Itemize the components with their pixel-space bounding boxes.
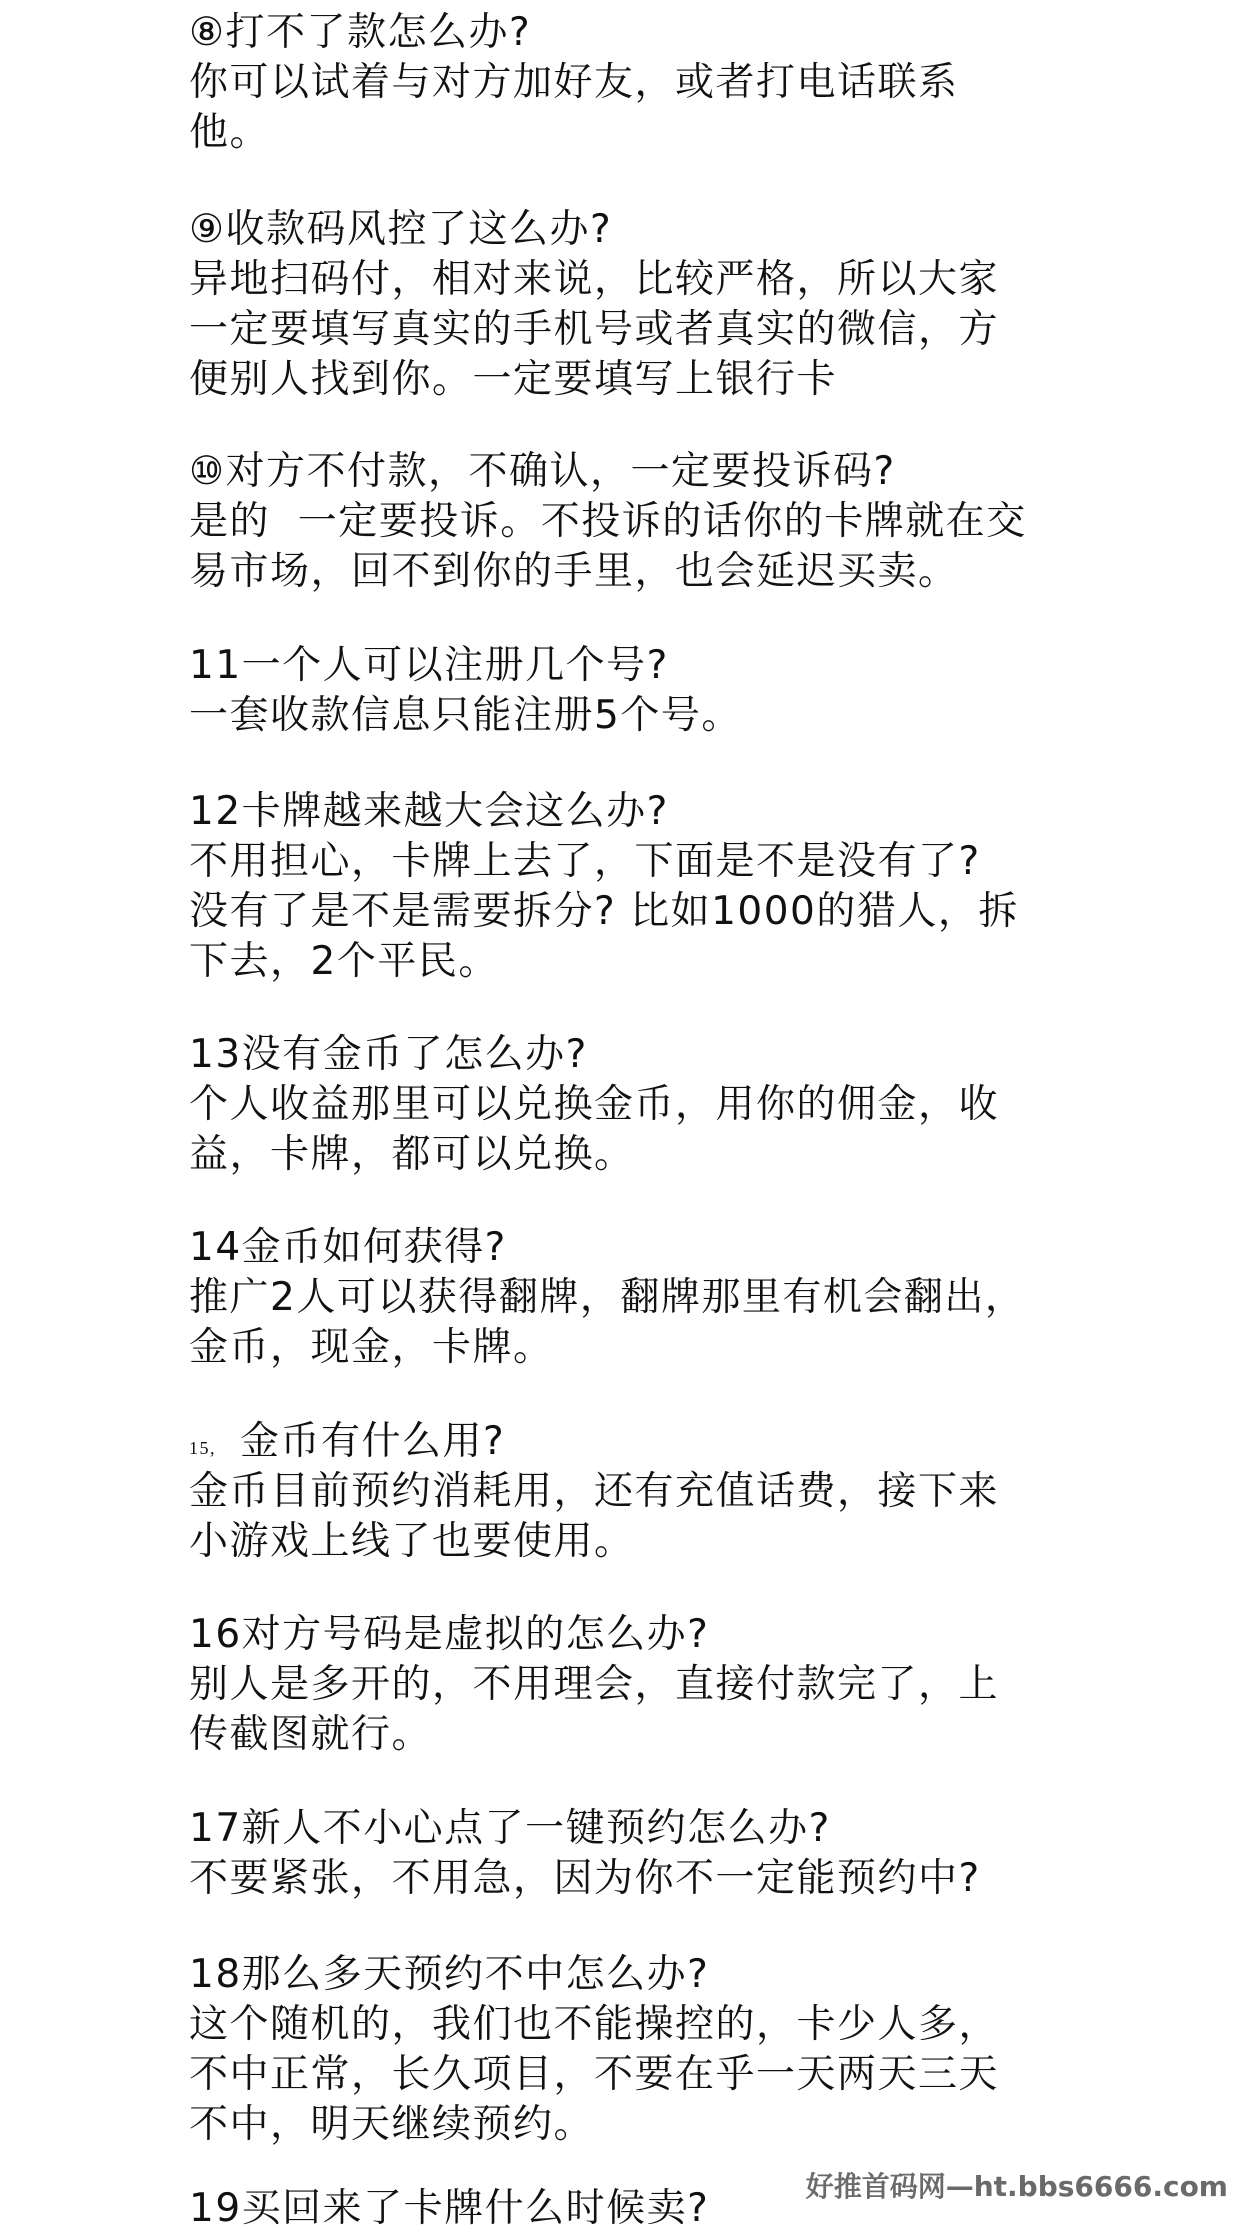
question-text: 16对方号码是虚拟的怎么办? — [189, 1612, 710, 1657]
faq-item — [189, 447, 1069, 597]
answer-line: 传截图就行。 — [189, 1712, 433, 1757]
answer-line: 这个随机的，我们也不能操控的，卡少人多， — [189, 2002, 1000, 2047]
question-text: ⑨收款码风控了这么办? — [189, 207, 613, 252]
faq-item — [189, 1030, 1069, 1180]
answer-line: 不中正常，长久项目，不要在乎一天两天三天 — [189, 2052, 1000, 2097]
faq-item — [189, 1223, 1069, 1373]
question-line — [189, 1417, 1069, 1467]
faq-item — [189, 787, 1069, 987]
answer-line: 没有了是不是需要拆分? 比如1000的猎人，拆 — [189, 889, 1019, 934]
faq-item — [189, 641, 1069, 741]
answer-line: 易市场，回不到你的手里，也会延迟买卖。 — [189, 549, 959, 594]
question-text: 17新人不小心点了一键预约怎么办? — [189, 1806, 831, 1851]
answer-line: 金币目前预约消耗用，还有充值话费，接下来 — [189, 1469, 1000, 1514]
cut-off-question: 19买回来了卡牌什么时候卖? — [189, 2186, 710, 2231]
answer-line: 别人是多开的，不用理会，直接付款完了，上 — [189, 1662, 1000, 1707]
answer-line: 推广2人可以获得翻牌，翻牌那里有机会翻出， — [189, 1275, 1026, 1320]
answer-line: 不中，明天继续预约。 — [189, 2102, 595, 2147]
answer-line: 个人收益那里可以兑换金币，用你的佣金，收 — [189, 1082, 1000, 1127]
question-text: 12卡牌越来越大会这么办? — [189, 789, 669, 834]
answer-line: 是的 一定要投诉。不投诉的话你的卡牌就在交 — [189, 499, 1027, 544]
answer-line: 便别人找到你。一定要填写上银行卡 — [189, 357, 838, 402]
faq-item — [189, 1804, 1069, 1904]
faq-item — [189, 1417, 1069, 1567]
faq-item — [189, 8, 1069, 158]
question-text: 13没有金币了怎么办? — [189, 1032, 588, 1077]
faq-item — [189, 1950, 1069, 2150]
answer-line: 异地扫码付，相对来说，比较严格，所以大家 — [189, 257, 1000, 302]
answer-line: 不用担心，卡牌上去了，下面是不是没有了? — [189, 839, 981, 884]
question-number: 15, — [189, 1438, 216, 1458]
question-text: ⑧打不了款怎么办? — [189, 10, 532, 55]
answer-line: 不要紧张，不用急，因为你不一定能预约中? — [189, 1856, 981, 1901]
answer-line: 小游戏上线了也要使用。 — [189, 1519, 635, 1564]
question-text: 18那么多天预约不中怎么办? — [189, 1952, 710, 1997]
answer-line: 下去，2个平民。 — [189, 939, 499, 984]
question-text: 金币有什么用? — [240, 1419, 506, 1464]
question-text: 11一个人可以注册几个号? — [189, 643, 669, 688]
answer-line: 金币，现金，卡牌。 — [189, 1325, 554, 1370]
answer-line: 益，卡牌，都可以兑换。 — [189, 1132, 635, 1177]
question-text: 14金币如何获得? — [189, 1225, 507, 1270]
answer-line: 一定要填写真实的手机号或者真实的微信，方 — [189, 307, 1000, 352]
answer-line: 他。 — [189, 110, 271, 155]
question-text: ⑩对方不付款，不确认，一定要投诉码? — [189, 449, 896, 494]
faq-item — [189, 205, 1069, 405]
answer-line: 你可以试着与对方加好友，或者打电话联系 — [189, 60, 959, 105]
answer-line: 一套收款信息只能注册5个号。 — [189, 693, 742, 738]
site-watermark: 好推首码网—ht.bbs6666.com — [798, 2166, 1236, 2208]
faq-item — [189, 1610, 1069, 1760]
